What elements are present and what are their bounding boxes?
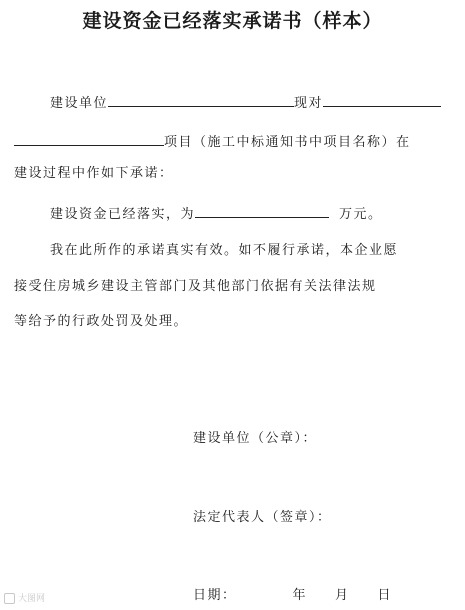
unit-seal-label: 建设单位（公章）：	[193, 431, 318, 446]
day-label: 日	[377, 588, 393, 603]
date-label: 日期：	[193, 588, 237, 603]
commitment-line-3: 建设过程中作如下承诺：	[14, 166, 174, 181]
project-text: 项目（施工中标通知书中项目名称）在	[164, 135, 411, 150]
funds-text: 建设资金已经落实，为	[50, 207, 196, 222]
watermark	[4, 591, 45, 604]
unit-wanyuan: 万元。	[339, 207, 383, 222]
logo-icon	[4, 593, 15, 604]
legal-rep-label: 法定代表人（签章）：	[193, 510, 332, 525]
paragraph-line-1: 我在此所作的承诺真实有效。如不履行承诺，本企业愿	[50, 243, 399, 258]
month-label: 月	[335, 588, 350, 603]
commitment-line-2	[14, 131, 411, 153]
project-name-blank	[14, 131, 164, 146]
now-label: 现对	[294, 96, 324, 111]
commitment-line-1	[50, 92, 441, 114]
unit-name-blank	[108, 92, 294, 107]
year-label: 年	[292, 588, 308, 603]
commitment-line-4	[50, 203, 383, 225]
paragraph-line-3: 等给予的行政处罚及处理。	[14, 314, 189, 329]
unit-label: 建设单位	[50, 96, 109, 111]
date-row	[193, 586, 392, 606]
document-title: 建设资金已经落实承诺书（样本）	[82, 10, 383, 32]
watermark-text: 大图网	[18, 594, 46, 604]
paragraph-line-2: 接受住房城乡建设主管部门及其他部门依据有关法律法规	[14, 279, 377, 294]
recipient-blank	[323, 92, 441, 107]
amount-blank	[195, 203, 329, 218]
